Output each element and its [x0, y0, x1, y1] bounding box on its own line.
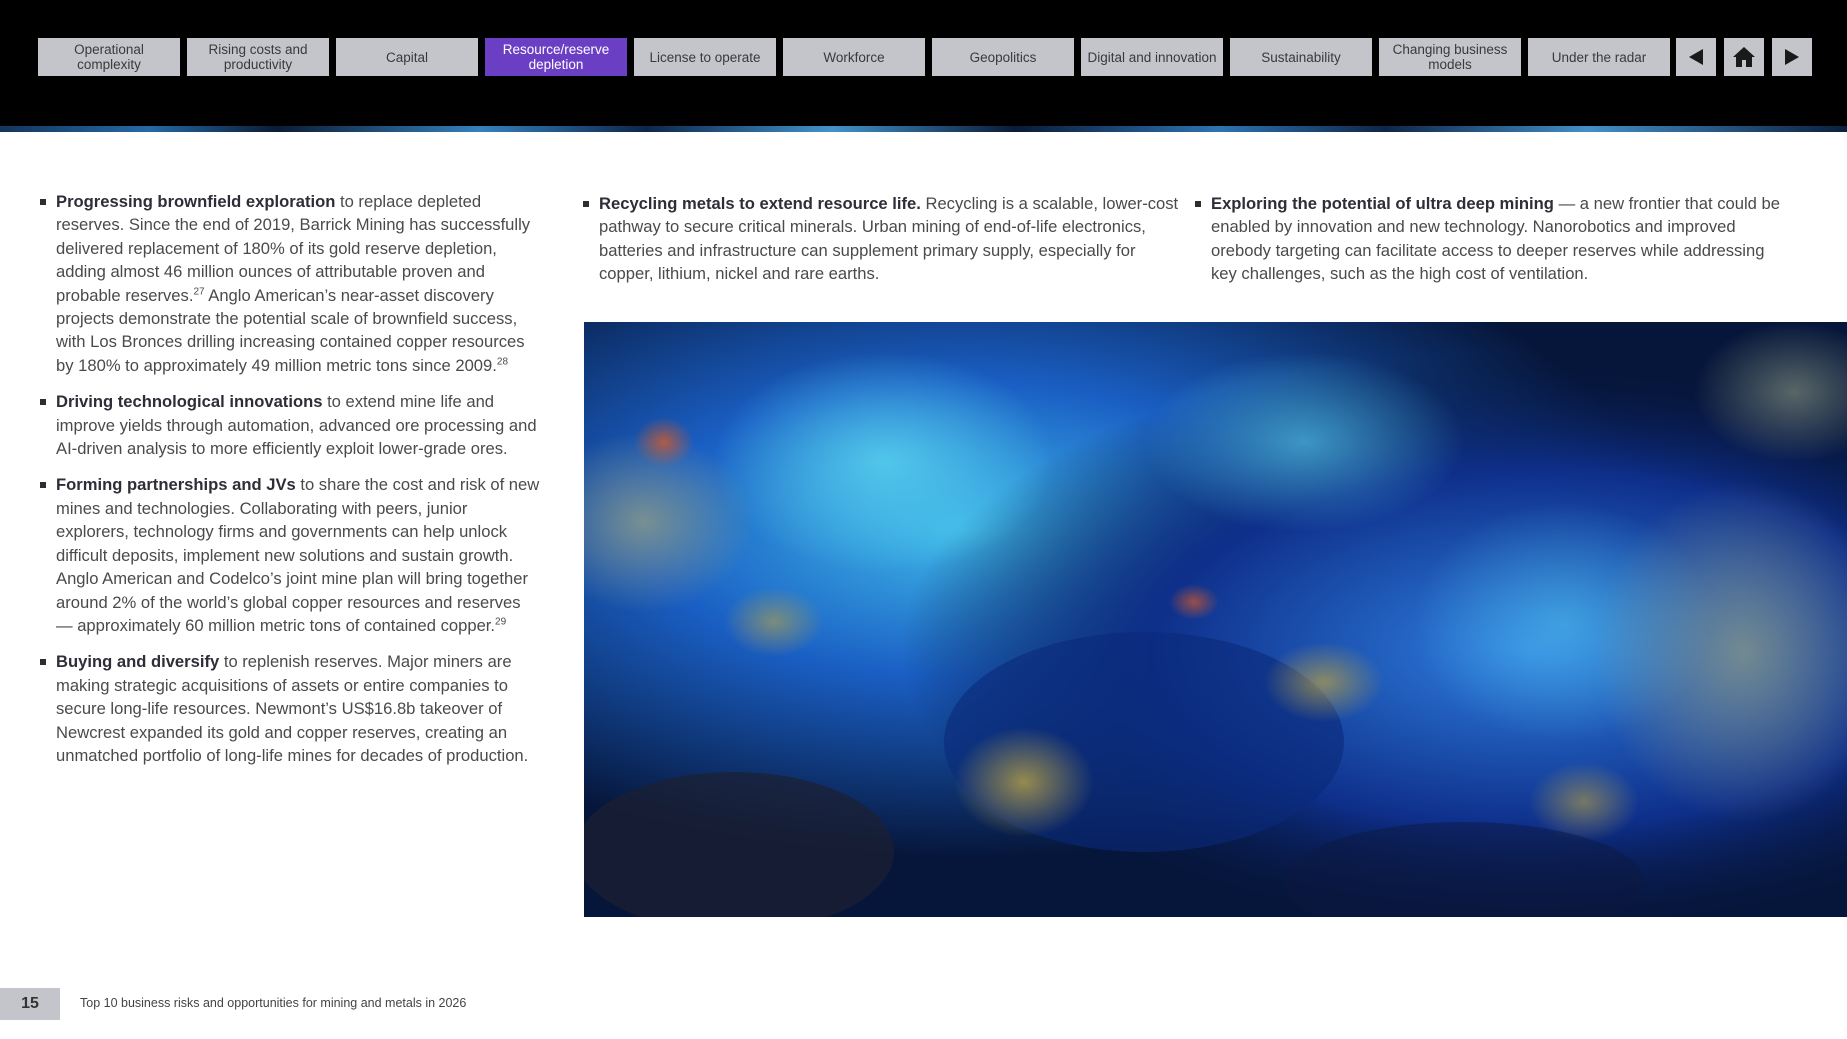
bullet-marker — [40, 659, 46, 665]
bullet-heading: Exploring the potential of ultra deep mining — [1211, 194, 1554, 213]
bullet-text: Anglo American’s near-asset discovery projects demonstrate the potential scale of brownfield success, with Los Bronces drilling increasing contained copper resources by 180% to approximately 49 million metric tons since 2009. — [56, 285, 525, 375]
bullet-text: Recycling is a scalable, lower-cost pathway to secure critical minerals. Urban mining of end-of-life electronics, batteries and infrastructure can supplement primary supply, especially for copper, lithium, nickel and rare earths. — [599, 194, 1179, 284]
bullet-marker — [1195, 201, 1201, 207]
page-number: 15 — [0, 988, 60, 1020]
bullet-heading: Buying and diversify — [56, 652, 220, 672]
section-tabs — [38, 38, 1670, 76]
footnote-ref: 29 — [495, 616, 507, 628]
tab-resource-reserve-depletion[interactable]: Resource/reserve depletion — [485, 38, 627, 76]
footnote-ref: 28 — [496, 356, 509, 368]
tab-geopolitics[interactable]: Geopolitics — [932, 38, 1074, 76]
bullet-text: to share the cost and risk of new mines and technologies. Collaborating with peers, junior explorers, technology firms and governments can help unlock difficult deposits, implement new solutions and sustain growth. Anglo American and Codelco’s joint mine plan will bring together around 2% of the world’s global copper resources and reserves — approximately 60 million metric tons of contained copper. — [56, 475, 540, 635]
right-column — [1193, 192, 1793, 299]
next-page-button[interactable] — [1772, 38, 1812, 76]
tab-license-to-operate[interactable]: License to operate — [634, 38, 776, 76]
bullet-marker — [40, 399, 46, 405]
bullet-brownfield-exploration — [38, 190, 540, 377]
home-button[interactable] — [1724, 38, 1764, 76]
tab-rising-costs[interactable]: Rising costs and productivity — [187, 38, 329, 76]
mineral-photo — [584, 322, 1847, 917]
tab-sustainability[interactable]: Sustainability — [1230, 38, 1372, 76]
top-navigation-band — [0, 0, 1847, 132]
bullet-technological-innovations — [38, 390, 540, 460]
bullet-heading: Progressing brownfield exploration — [56, 192, 336, 211]
bullet-text: — a new frontier that could be enabled by innovation and new technology. Nanorobotics and improved orebody targeting can facilitate access to deeper reserves while addressing key challenges, such as the high cost of ventilation. — [1211, 194, 1780, 284]
left-column — [38, 190, 540, 780]
bullet-ultra-deep-mining — [1193, 192, 1793, 286]
bullet-text: to replenish reserves. Major miners are making strategic acquisitions of assets or entire companies to secure long-life resources. Newmont’s US$16.8b takeover of Newcrest expanded its gold and copper reserves, creating an unmatched portfolio of long-life mines for decades of production. — [56, 652, 529, 765]
middle-column — [581, 192, 1181, 299]
previous-arrow-icon — [1686, 47, 1706, 67]
bullet-marker — [40, 482, 46, 488]
bullet-partnerships-jvs — [38, 473, 540, 637]
tab-under-the-radar[interactable]: Under the radar — [1528, 38, 1670, 76]
bullet-recycling-metals — [581, 192, 1181, 286]
bullet-heading: Forming partnerships and JVs — [56, 475, 296, 495]
bullet-heading: Recycling metals to extend resource life. — [599, 194, 921, 213]
next-arrow-icon — [1782, 47, 1802, 67]
bullet-text: to extend mine life and improve yields through automation, advanced ore processing and AI-driven analysis to more efficiently exploit lower-grade ores. — [56, 392, 537, 459]
tab-capital[interactable]: Capital — [336, 38, 478, 76]
bullet-marker — [40, 199, 46, 205]
footnote-ref: 27 — [193, 286, 205, 298]
bullet-heading: Driving technological innovations — [56, 392, 323, 412]
mineral-crystal-image — [584, 322, 1847, 917]
page-nav-buttons — [1676, 38, 1812, 76]
home-icon — [1732, 46, 1756, 68]
tab-workforce[interactable]: Workforce — [783, 38, 925, 76]
tab-operational-complexity[interactable]: Operational complexity — [38, 38, 180, 76]
bullet-text: to replace depleted reserves. Since the end of 2019, Barrick Mining has successfully delivered replacement of 180% of its gold reserve depletion, adding almost 46 million ounces of attributable proven and probable reserves. — [56, 192, 531, 305]
footer-document-title: Top 10 business risks and opportunities for mining and metals in 2026 — [80, 996, 467, 1010]
tab-changing-business-models[interactable]: Changing business models — [1379, 38, 1521, 76]
tab-digital-and-innovation[interactable]: Digital and innovation — [1081, 38, 1223, 76]
bullet-marker — [583, 201, 589, 207]
bullet-buying-diversify — [38, 650, 540, 767]
photo-edge-strip — [0, 126, 1847, 132]
previous-page-button[interactable] — [1676, 38, 1716, 76]
